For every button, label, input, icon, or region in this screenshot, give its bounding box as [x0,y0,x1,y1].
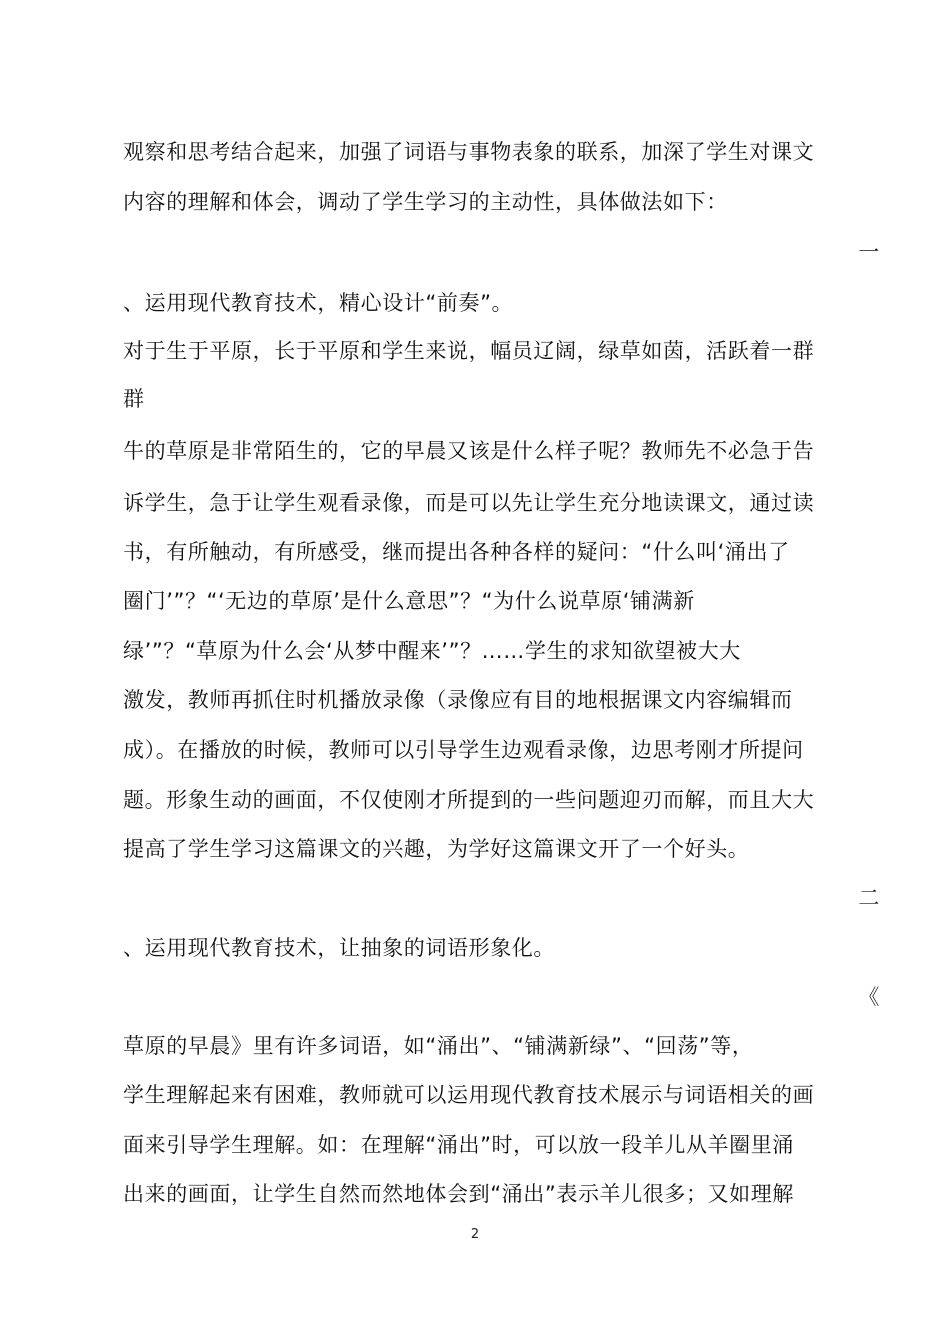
text-line: 绿’”？“草原为什么会‘从梦中醒来’”？……学生的求知欲望被大大 [123,639,741,663]
text-line: 牛的草原是非常陌生的，它的早晨又该是什么样子呢？教师先不必急于告 [123,439,815,463]
text-line: 面来引导学生理解。如：在理解“涌出”时，可以放一段羊儿从羊圈里涌 [123,1133,794,1157]
text-line: 圈门’”？“‘无边的草原’是什么意思”？“为什么说草原‘铺满新 [123,589,695,613]
text-line: 成）。在播放的时候，教师可以引导学生边观看录像，边思考刚才所提问 [123,738,804,762]
section-heading: 、运用现代教育技术，精心设计“前奏”。 [123,291,514,315]
text-line: 《 [858,985,880,1009]
section-number: 一 [858,240,880,264]
text-line: 出来的画面，让学生自然而然地体会到“涌出”表示羊儿很多；又如理解 [123,1182,794,1206]
text-line: 题。形象生动的画面，不仅使刚才所提到的一些问题迎刃而解，而且大大 [123,788,815,812]
text-line: 对于生于平原，长于平原和学生来说，幅员辽阔，绿草如茵，活跃着一群 [123,339,815,363]
section-heading: 、运用现代教育技术，让抽象的词语形象化。 [123,936,555,960]
text-line: 草原的早晨》里有许多词语，如“涌出”、“铺满新绿”、“回荡”等， [123,1034,754,1058]
text-line: 提高了学生学习这篇课文的兴趣，为学好这篇课文开了一个好头。 [123,837,750,861]
text-line: 诉学生，急于让学生观看录像，而是可以先让学生充分地读课文，通过读 [123,491,815,515]
text-line: 观察和思考结合起来，加强了词语与事物表象的联系，加深了学生对课文 [123,140,815,164]
text-line: 激发，教师再抓住时机播放录像（录像应有目的地根据课文内容编辑而 [123,688,793,712]
section-number: 二 [858,886,880,910]
text-line: 群 [123,387,145,411]
text-line: 内容的理解和体会，调动了学生学习的主动性，具体做法如下： [123,190,728,214]
page-number: 2 [470,1227,480,1242]
text-line: 学生理解起来有困难，教师就可以运用现代教育技术展示与词语相关的画 [123,1083,815,1107]
text-line: 书，有所触动，有所感受，继而提出各种各样的疑问：“什么叫‘涌出了 [123,540,790,564]
